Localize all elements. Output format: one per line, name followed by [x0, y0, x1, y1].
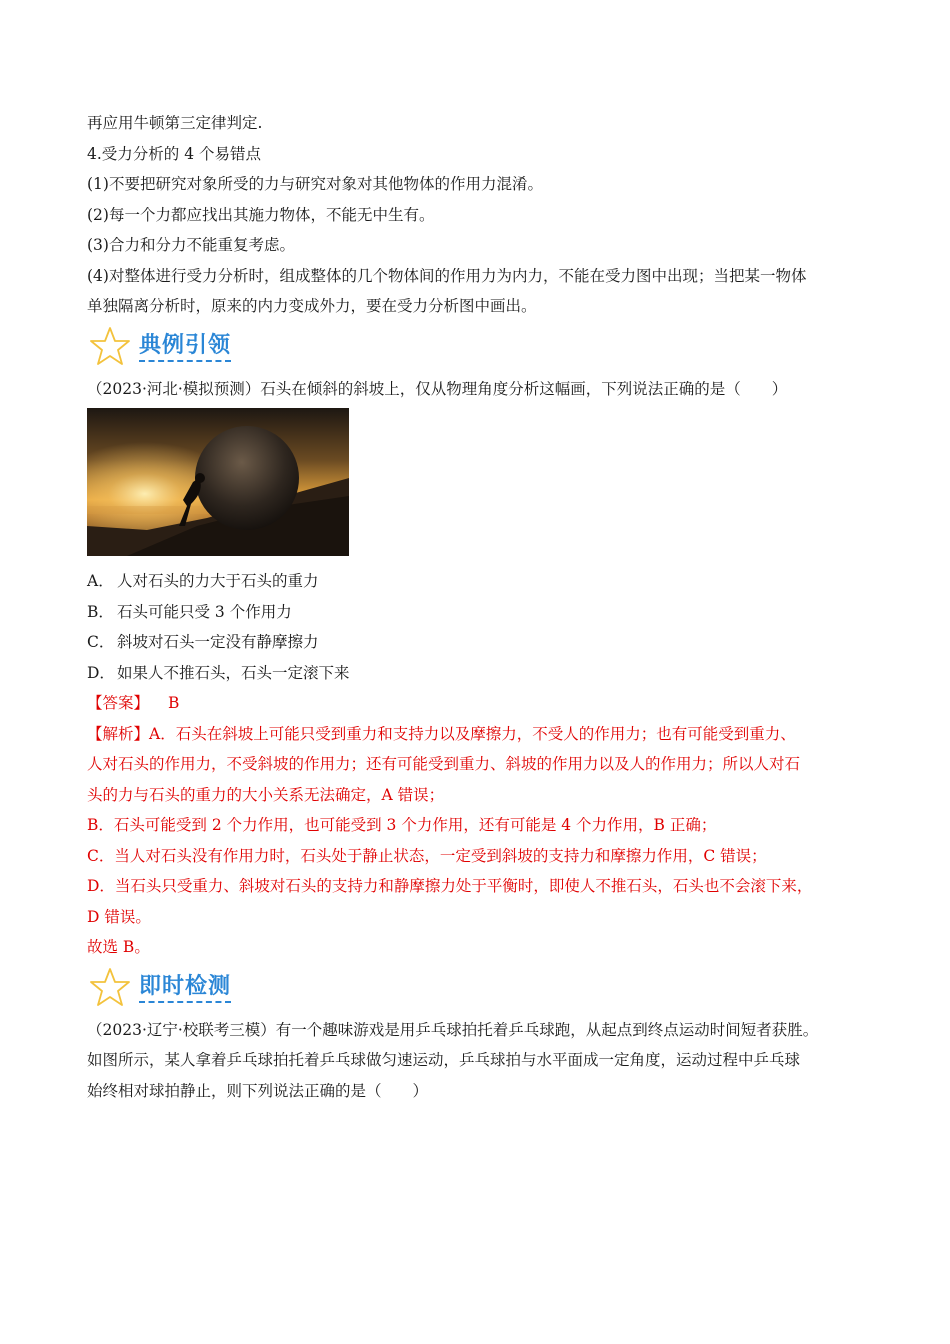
point-3: (3)合力和分力不能重复考虑。: [87, 236, 295, 254]
analysis-line-d2: D 错误。: [87, 907, 151, 926]
intro-line: 再应用牛顿第三定律判定.: [87, 114, 263, 132]
intro-heading: 4.受力分析的 4 个易错点: [87, 144, 262, 163]
boulder-photo: [87, 408, 349, 556]
point-2: (2)每一个力都应找出其施力物体，不能无中生有。: [87, 205, 435, 224]
section-underline: [139, 360, 231, 362]
answer-line: [87, 688, 877, 719]
analysis-line-d1: D．当石头只受重力、斜坡对石头的支持力和静摩擦力处于平衡时，即使人不推石头，石头也不会滚下来，: [87, 877, 813, 895]
section-title: 典例引领: [139, 332, 232, 358]
section-header-examples: [87, 324, 877, 370]
conclusion-line: 故选 B。: [87, 938, 150, 956]
point-4-line-2: 单独隔离分析时，原来的内力变成外力，要在受力分析图中画出。: [87, 297, 537, 315]
answer-value: B: [167, 694, 180, 712]
question2-line-2: 如图所示，某人拿着乒乓球拍托着乒乓球做匀速运动，乒乓球拍与水平面成一定角度，运动过程中乒乓球: [87, 1051, 801, 1069]
section-title: 即时检测: [139, 973, 232, 999]
question2-line-1: （2023·辽宁·校联考三模）有一个趣味游戏是用乒乓球拍托着乒乓球跑，从起点到终点运动时间短者获胜。: [87, 1020, 819, 1039]
option-d: D． 如果人不推石头，石头一定滚下来: [87, 663, 350, 682]
analysis-line-c: C．当人对石头没有作用力时，石头处于静止状态，一定受到斜坡的支持力和摩擦力作用，C 错误；: [87, 846, 767, 865]
analysis-line-a3: 头的力与石头的重力的大小关系无法确定，A 错误；: [87, 785, 445, 804]
option-a: A． 人对石头的力大于石头的重力: [87, 572, 319, 590]
analysis-tag: 【解析】: [87, 724, 150, 743]
section-underline: [139, 1001, 231, 1003]
point-1: (1)不要把研究对象所受的力与研究对象对其他物体的作用力混淆。: [87, 175, 543, 193]
section-header-quick-check: [87, 965, 877, 1011]
point-4-line-1: (4)对整体进行受力分析时，组成整体的几个物体间的作用力为内力，不能在受力图中出现；当把某一物体: [87, 266, 807, 285]
question-text: （2023·河北·模拟预测）石头在倾斜的斜坡上，仅从物理角度分析这幅画，下列说法正确的是（ ）: [87, 379, 788, 398]
analysis-line-b: B．石头可能受到 2 个力作用，也可能受到 3 个力作用，还有可能是 4 个力作用，B 正确；: [87, 816, 717, 834]
option-c: C． 斜坡对石头一定没有静摩擦力: [87, 633, 319, 651]
analysis-line-a1: 【解析】A．石头在斜坡上可能只受到重力和支持力以及摩擦力，不受人的作用力；也有可能受到重力、: [87, 724, 796, 743]
star-icon: [89, 967, 131, 1007]
question2-line-3: 始终相对球拍静止，则下列说法正确的是（ ）: [87, 1081, 429, 1100]
answer-tag: 【答案】: [87, 694, 150, 712]
document-page: [87, 108, 877, 1106]
analysis-line-a2: 人对石头的作用力，不受斜坡的作用力；还有可能受到重力、斜坡的作用力以及人的作用力；所以人对石: [87, 755, 801, 773]
option-b: B． 石头可能只受 3 个作用力: [87, 602, 292, 621]
star-icon: [89, 326, 131, 366]
